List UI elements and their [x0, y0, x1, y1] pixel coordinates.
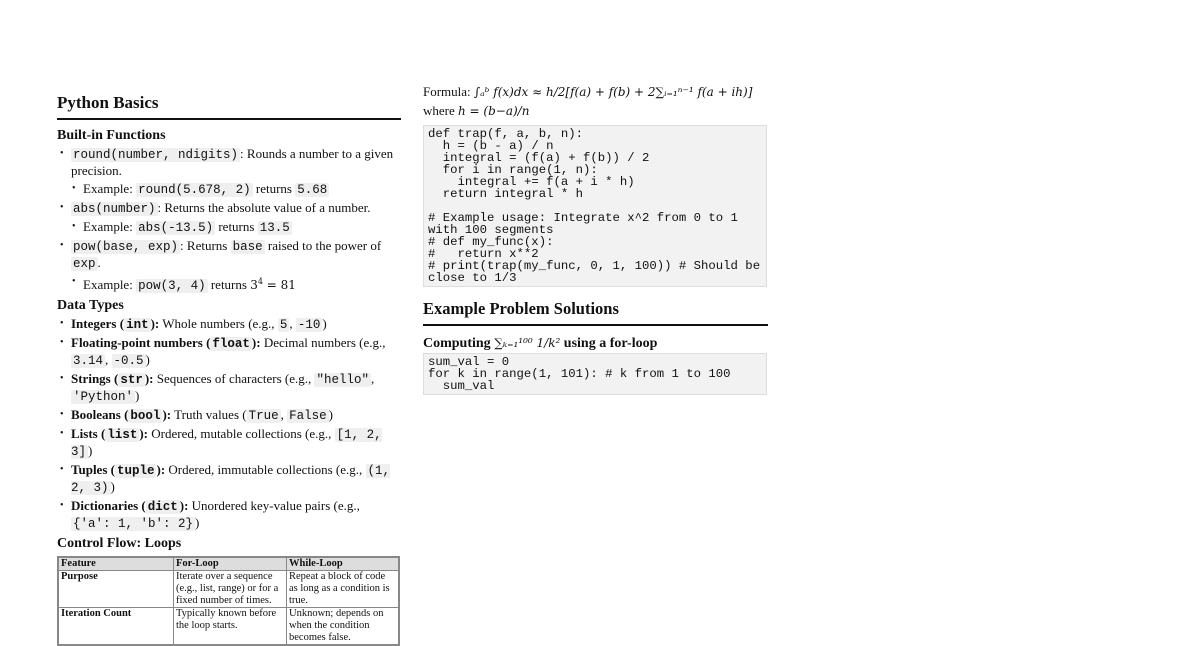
examples-title: Example Problem Solutions: [423, 299, 768, 326]
list-item: • Floating-point numbers ( float ): Decimal numbers (e.g., 3.14 , -0.5 ): [57, 335, 401, 369]
list-item: [57, 426, 401, 460]
math-exp: 4: [257, 277, 263, 286]
inline-code: int: [126, 318, 149, 332]
table-cell: Unknown; depends on when the condition becomes false.: [287, 608, 400, 646]
datatypes-list: [57, 316, 401, 532]
inline-code: 5: [279, 318, 288, 332]
list-item: • pow(base, exp) : Returns base raised to the power of exp .: [57, 238, 401, 272]
table-cell: Iterate over a sequence (e.g., list, range) or for a fixed number of times.: [174, 571, 287, 608]
list-item: [57, 498, 401, 532]
code-block-sum: sum_val = 0 for k in range(1, 101): # k from 1 to 100 sum_val: [423, 353, 767, 395]
table-cell: Typically known before the loop starts.: [174, 608, 287, 646]
type-label: Integers (: [71, 316, 125, 331]
type-name: [71, 335, 261, 350]
math-base: 3: [250, 278, 258, 292]
type-name: [71, 371, 154, 386]
item-desc: : Returns the absolute value of a number.: [157, 200, 371, 215]
left-column: [57, 0, 401, 646]
example-label: Example:: [83, 219, 137, 234]
inline-code: (1, 2, 3): [71, 464, 391, 495]
type-close: ):: [144, 371, 154, 386]
table-header-row: [58, 557, 399, 571]
list-item: • Integers ( int ): Whole numbers (e.g., 5 , -10 ): [57, 316, 401, 333]
computing-heading: [423, 334, 768, 353]
inline-code: [1, 2, 3]: [71, 428, 382, 459]
type-label: Strings (: [71, 371, 119, 386]
example-label: Example:: [83, 181, 137, 196]
where-label: where: [423, 103, 459, 118]
where-math: h = (b−a)/n: [458, 104, 530, 118]
list-item: • Booleans ( bool ): Truth values ( True , False ): [57, 407, 401, 424]
table-header: Feature: [58, 557, 174, 571]
datatypes-heading: Data Types: [57, 298, 124, 313]
type-close: ):: [251, 335, 261, 350]
type-name: [71, 426, 148, 441]
item-desc: Decimal numbers (e.g.,: [260, 335, 386, 350]
type-close: ):: [156, 462, 166, 477]
item-desc: Whole numbers (e.g.,: [159, 316, 278, 331]
builtins-list: [57, 146, 401, 294]
inline-code: "hello": [316, 373, 369, 387]
type-label: Tuples (: [71, 462, 115, 477]
type-name: [71, 407, 171, 422]
returns-text: returns: [252, 181, 296, 196]
item-end: ): [135, 388, 140, 403]
formula-line: [423, 82, 768, 102]
table-header: For-Loop: [174, 557, 287, 571]
item-end: ): [88, 443, 93, 458]
item-end: ): [322, 316, 327, 331]
builtins-heading: Built-in Functions: [57, 128, 166, 143]
type-label: Dictionaries (: [71, 498, 146, 513]
table-cell: Purpose: [58, 571, 174, 608]
loops-table: [57, 556, 400, 646]
inline-code: float: [212, 337, 250, 351]
type-close: ):: [179, 498, 189, 513]
inline-code: str: [120, 373, 143, 387]
inline-code: abs(number): [73, 202, 156, 216]
type-close: ):: [150, 316, 160, 331]
item-desc: : Returns: [180, 238, 231, 253]
item-end: ): [145, 352, 150, 367]
right-column: [423, 0, 768, 395]
inline-code: False: [289, 409, 327, 423]
example-label: Example:: [83, 277, 137, 292]
type-name: [71, 498, 188, 513]
computing-label: Computing: [423, 336, 495, 351]
type-label: Lists (: [71, 426, 106, 441]
formula-label: Formula:: [423, 84, 474, 99]
where-line: [423, 102, 768, 120]
inline-code: pow(base, exp): [73, 240, 179, 254]
inline-code: -0.5: [113, 354, 144, 368]
list-item: [57, 146, 401, 179]
table-row: [58, 571, 399, 608]
item-desc: Unordered key-value pairs (e.g.,: [188, 498, 360, 513]
returns-text: returns: [215, 219, 258, 234]
inline-code: 13.5: [259, 221, 290, 235]
type-name: [71, 462, 165, 477]
item-desc: : Rounds a number to a given precision.: [71, 146, 394, 178]
item-desc: Ordered, immutable collections (e.g.,: [165, 462, 366, 477]
math-result: [250, 278, 296, 292]
inline-code: bool: [130, 409, 161, 423]
inline-code: -10: [297, 318, 321, 332]
table-row: [58, 608, 399, 646]
inline-code: 5.68: [297, 183, 328, 197]
item-desc: Sequences of characters (e.g.,: [153, 371, 315, 386]
item-desc: Ordered, mutable collections (e.g.,: [148, 426, 335, 441]
type-label: Booleans (: [71, 407, 129, 422]
inline-code: pow(3, 4): [138, 279, 206, 293]
list-item: • Strings ( str ): Sequences of characters (e.g., "hello" , 'Python' ): [57, 371, 401, 405]
math-eq: = 81: [262, 278, 296, 292]
inline-code: list: [107, 428, 138, 442]
inline-code: 3.14: [73, 354, 104, 368]
returns-text: returns: [207, 277, 251, 292]
computing-suffix: using a for-loop: [560, 336, 658, 351]
inline-code: base: [232, 240, 263, 254]
inline-code: dict: [147, 500, 178, 514]
table-cell: Iteration Count: [58, 608, 174, 646]
list-item: [57, 200, 401, 217]
table-header: While-Loop: [287, 557, 400, 571]
page-title: Python Basics: [57, 93, 401, 120]
item-desc: raised to the power of: [264, 238, 382, 253]
formula-math: ∫ₐᵇ f(x)dx ≈ h/2[f(a) + f(b) + 2∑ᵢ₌₁ⁿ⁻¹ f(a + ih)]: [473, 85, 753, 99]
item-end: ): [328, 407, 333, 422]
inline-code: {'a': 1, 'b': 2}: [73, 517, 194, 531]
item-desc: Truth values (: [171, 407, 247, 422]
type-close: ):: [139, 426, 148, 441]
list-item: [69, 274, 401, 294]
type-name: [71, 316, 159, 331]
type-label: Floating-point numbers (: [71, 335, 211, 350]
inline-code: round(number, ndigits): [73, 148, 239, 162]
type-close: ):: [162, 407, 172, 422]
code-block-trap: def trap(f, a, b, n): h = (b - a) / n integral = (f(a) + f(b)) / 2 for i in range(1, n): integral += f(a + i * h) return integral * h # Example usage: Integrate x^2 from 0 to 1 with 100 segments # def my_func(x): # return x**2 # print(trap(my_func, 0, 1, 100)) # Should be close to 1/3: [423, 125, 767, 287]
loops-heading: Control Flow: Loops: [57, 536, 182, 551]
computing-math: ∑ₖ₌₁¹⁰⁰ 1/k²: [494, 336, 561, 350]
list-item: [57, 462, 401, 496]
inline-code: 'Python': [73, 390, 134, 404]
inline-code: round(5.678, 2): [138, 183, 251, 197]
list-item: [69, 181, 401, 198]
item-end: ): [195, 515, 200, 530]
inline-code: tuple: [116, 464, 155, 478]
inline-code: exp: [73, 257, 96, 271]
table-cell: Repeat a block of code as long as a condition is true.: [287, 571, 400, 608]
inline-code: abs(-13.5): [138, 221, 214, 235]
inline-code: True: [248, 409, 279, 423]
list-item: [69, 219, 401, 236]
item-end: ): [110, 479, 115, 494]
